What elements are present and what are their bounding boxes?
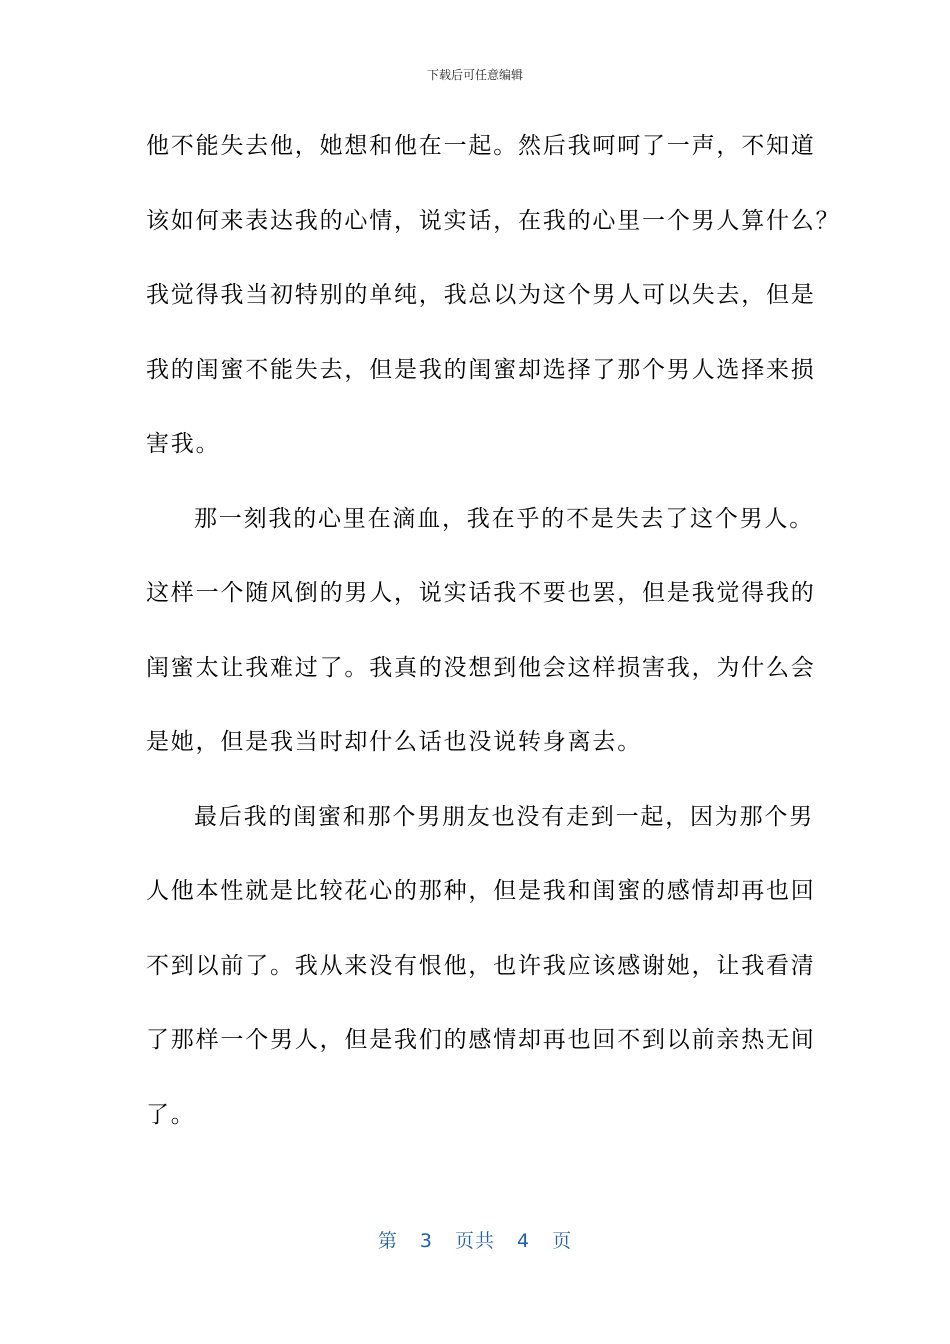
text-line: 这样一个随风倒的男人，说实话我不要也罢，但是我觉得我的	[146, 580, 816, 606]
current-page-number: 3	[419, 1230, 433, 1252]
total-pages-number: 4	[517, 1230, 531, 1252]
footer-middle: 页共	[454, 1230, 495, 1252]
page-footer	[0, 1226, 950, 1253]
footer-prefix: 第	[377, 1230, 398, 1252]
text-line: 他不能失去他，她想和他在一起。然后我呵呵了一声，不知道	[146, 133, 816, 159]
text-line: 不到以前了。我从来没有恨他，也许我应该感谢她，让我看清	[146, 952, 816, 979]
footer-suffix: 页	[552, 1230, 573, 1252]
text-line: 最后我的闺蜜和那个男朋友也没有走到一起，因为那个男	[194, 803, 814, 830]
text-line: 了那样一个男人，但是我们的感情却再也回不到以前亲热无间	[146, 1027, 816, 1053]
text-line: 我的闺蜜不能失去，但是我的闺蜜却选择了那个男人选择来损	[146, 356, 816, 383]
text-line: 闺蜜太让我难过了。我真的没想到他会这样损害我，为什么会	[146, 654, 816, 681]
text-line: 那一刻我的心里在滴血，我在乎的不是失去了这个男人。	[194, 505, 814, 532]
text-line: 该如何来表达我的心情，说实话，在我的心里一个男人算什么？	[146, 207, 841, 234]
text-line: 人他本性就是比较花心的那种，但是我和闺蜜的感情却再也回	[146, 878, 816, 904]
text-line: 害我。	[146, 431, 221, 457]
paragraph-3	[146, 793, 816, 1166]
header-note: 下载后可任意编辑	[426, 68, 523, 82]
paragraph-1	[146, 122, 841, 495]
paragraph-2	[146, 495, 816, 793]
text-line: 了。	[146, 1101, 196, 1128]
document-body	[146, 122, 841, 1165]
text-line: 是她，但是我当时却什么话也没说转身离去。	[146, 729, 642, 755]
text-line: 我觉得我当初特别的单纯，我总以为这个男人可以失去，但是	[146, 282, 816, 308]
